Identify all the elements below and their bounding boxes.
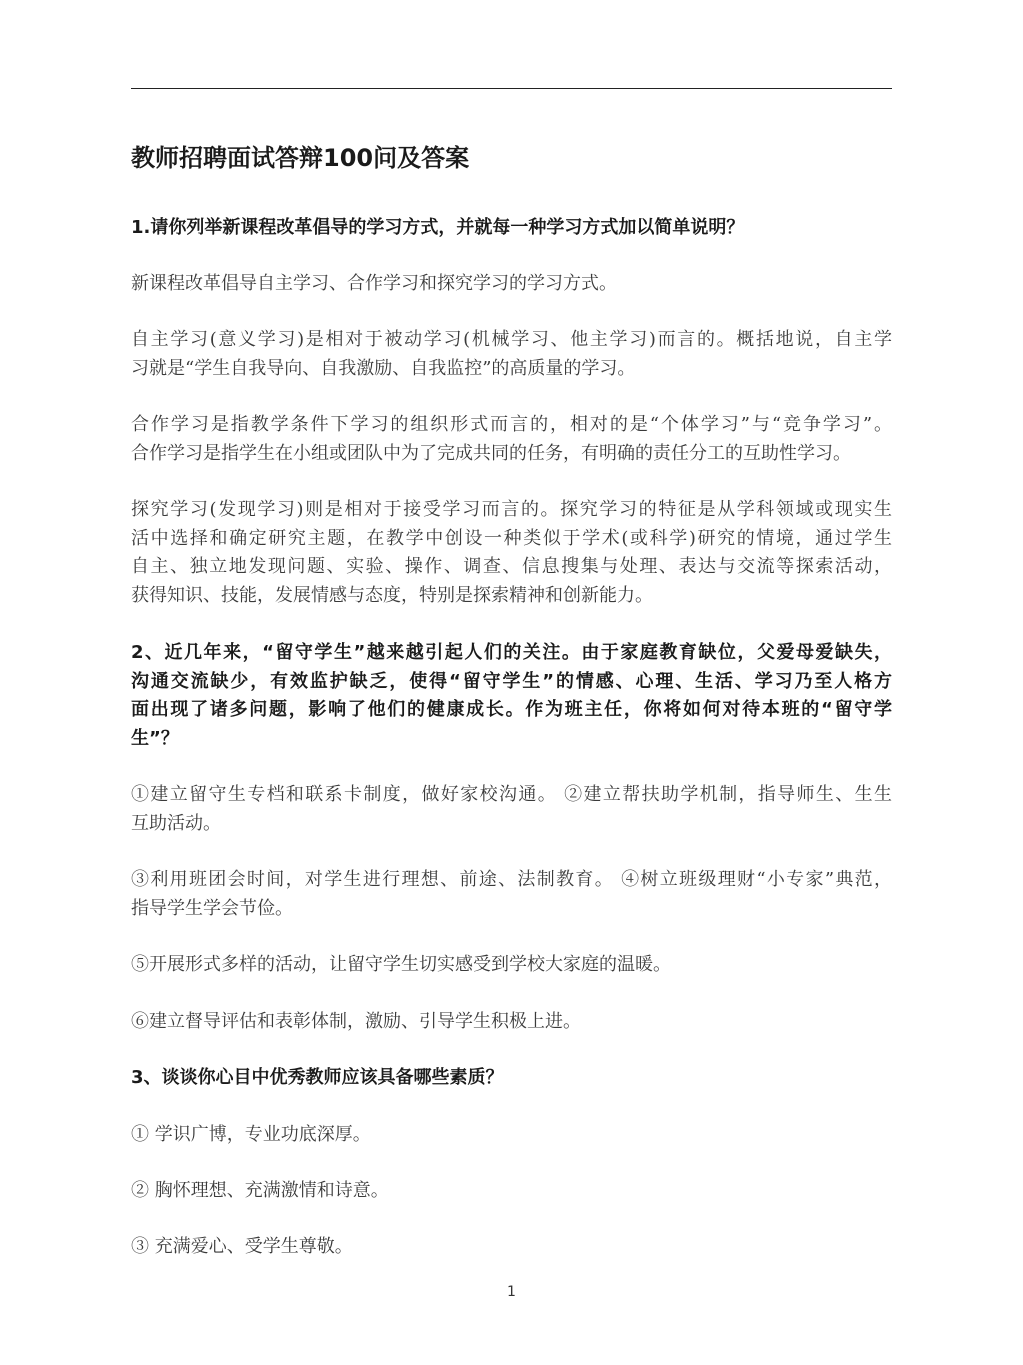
paragraph-line: ⑥建立督导评估和表彰体制，激励、引导学生积极上进。 [131,1011,581,1032]
paragraph-line: 活中选择和确定研究主题，在教学中创设一种类似于学术(或科学)研究的情境，通过学生 [131,527,892,549]
paragraph-line: 合作学习是指学生在小组或团队中为了完成共同的任务，有明确的责任分工的互助性学习。 [131,442,851,464]
q2-answer-4 [131,1008,892,1037]
paragraph-line: ③利用班团会时间，对学生进行理想、前途、法制教育。 ④树立班级理财“小专家”典范， [131,869,892,890]
paragraph-line: 指导学生学会节俭。 [131,897,293,919]
paragraph-line: 获得知识、技能，发展情感与态度，特别是探索精神和创新能力。 [131,584,653,606]
paragraph-line: 自主学习(意义学习)是相对于被动学习(机械学习、他主学习)而言的。概括地说，自主学 [131,329,892,350]
q1-answer-paragraph-3 [131,411,892,468]
q3-answer-1 [131,1121,892,1150]
question-2-line: 生”？ [131,727,179,749]
q1-answer-paragraph-4 [131,496,892,610]
page-number: 1 [507,1284,516,1300]
question-3 [131,1064,892,1093]
document-title: 教师招聘面试答辩100问及答案 [131,144,470,172]
question-2-line: 2、近几年来，“留守学生”越来越引起人们的关注。由于家庭教育缺位，父爱母爱缺失， [131,642,892,663]
paragraph-line: 新课程改革倡导自主学习、合作学习和探究学习的学习方式。 [131,273,617,294]
paragraph-line: 探究学习(发现学习)则是相对于接受学习而言的。探究学习的特征是从学科领域或现实生 [131,499,892,520]
q3-answer-3 [131,1233,892,1262]
question-2-line: 面出现了诸多问题，影响了他们的健康成长。作为班主任，你将如何对待本班的“留守学 [131,699,892,721]
paragraph-line: ⑤开展形式多样的活动，让留守学生切实感受到学校大家庭的温暖。 [131,954,671,975]
list-item: ③ 充满爱心、受学生尊敬。 [131,1236,353,1257]
question-2 [131,639,892,753]
list-item: ① 学识广博，专业功底深厚。 [131,1124,371,1145]
header-rule [131,88,892,89]
q3-answer-2 [131,1177,892,1206]
question-1 [131,214,892,243]
q2-answer-1 [131,781,892,838]
paragraph-line: ①建立留守生专档和联系卡制度，做好家校沟通。 ②建立帮扶助学机制，指导师生、生生 [131,784,892,805]
paragraph-line: 合作学习是指教学条件下学习的组织形式而言的，相对的是“个体学习”与“竞争学习”。 [131,414,892,435]
question-1-text: 1.请你列举新课程改革倡导的学习方式，并就每一种学习方式加以简单说明？ [131,217,745,238]
q1-answer-paragraph-2 [131,326,892,383]
question-2-line: 沟通交流缺少，有效监护缺乏，使得“留守学生”的情感、心理、生活、学习乃至人格方 [131,670,892,692]
q2-answer-3 [131,951,892,980]
question-3-text: 3、谈谈你心目中优秀教师应该具备哪些素质？ [131,1067,504,1088]
q1-answer-paragraph-1 [131,270,892,299]
paragraph-line: 互助活动。 [131,812,221,834]
paragraph-line: 自主、独立地发现问题、实验、操作、调查、信息搜集与处理、表达与交流等探索活动， [131,556,892,578]
list-item: ② 胸怀理想、充满激情和诗意。 [131,1180,389,1201]
paragraph-line: 习就是“学生自我导向、自我激励、自我监控”的高质量的学习。 [131,357,636,379]
q2-answer-2 [131,866,892,923]
